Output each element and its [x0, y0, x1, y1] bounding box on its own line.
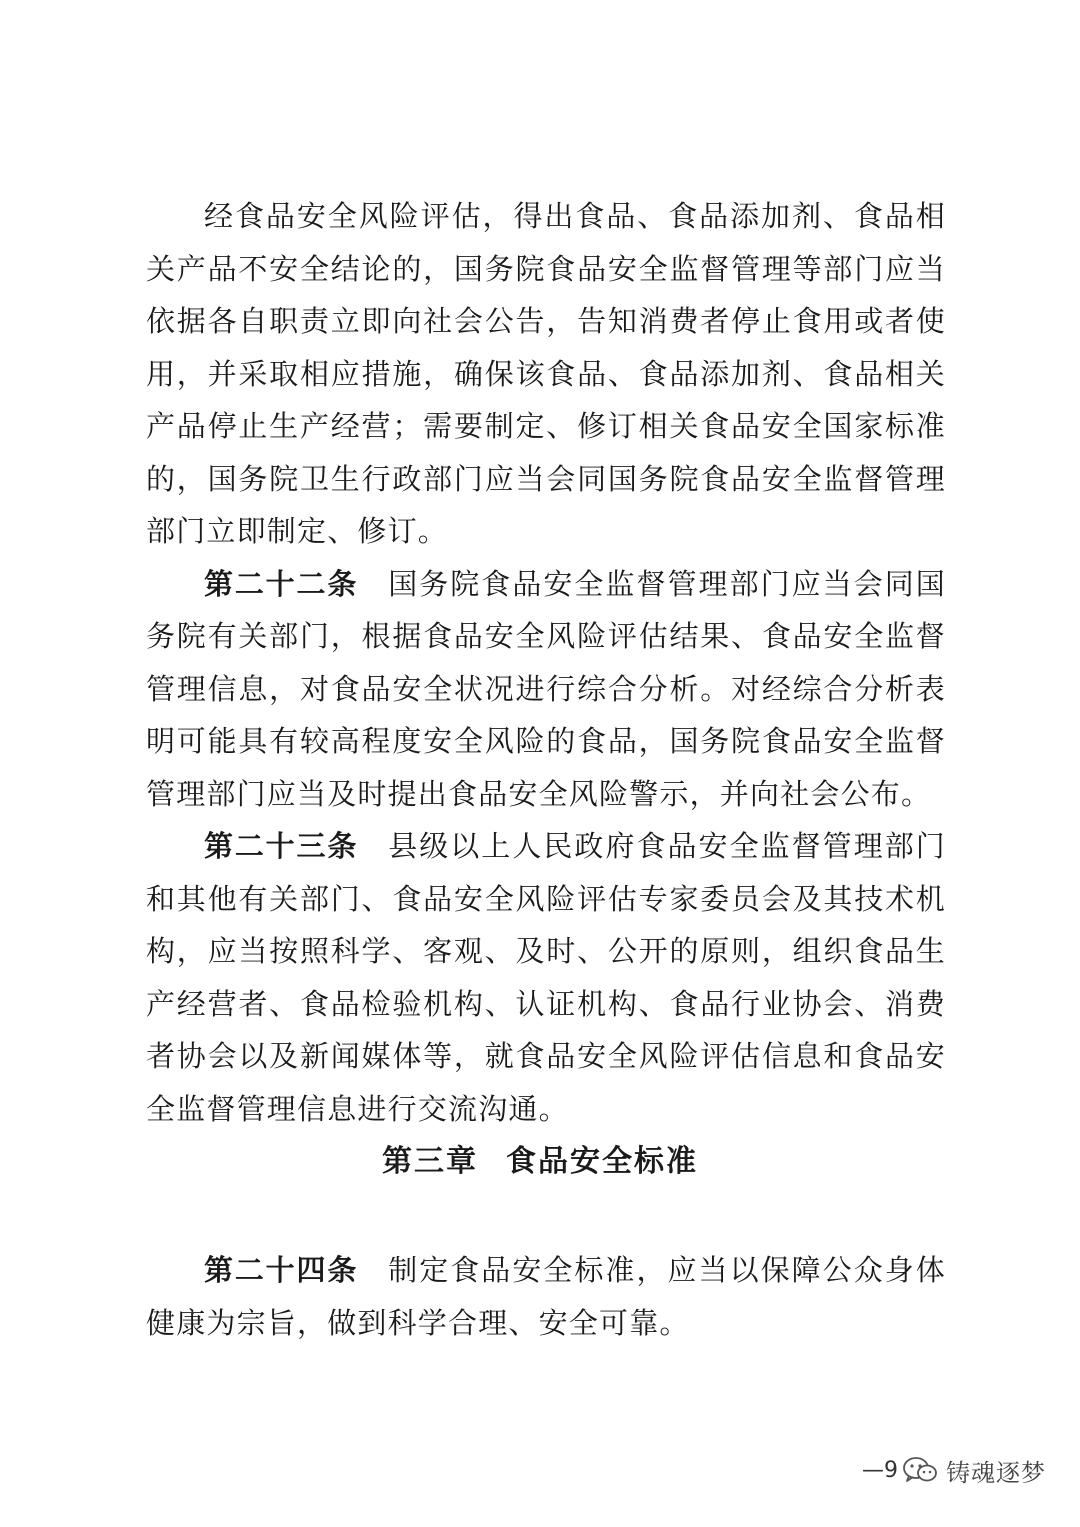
article-number: 第二十二条: [204, 566, 359, 601]
article-text: 县级以上人民政府食品安全监督管理部门和其他有关部门、食品安全风险评估专家委员会及其技术机构，应当按照科学、客观、及时、公开的原则，组织食品生产经营者、食品检验机构、认证机构、食品行业协会、消费者协会以及新闻媒体等，就食品安全风险评估信息和食品安全监督管理信息进行交流沟通。: [146, 829, 946, 1126]
chapter-heading: [0, 1136, 1080, 1180]
chapter-number: 第三章: [382, 1144, 478, 1179]
article-22: [146, 558, 946, 821]
article-23: [146, 820, 946, 1135]
watermark-text: 铸魂逐梦: [946, 1458, 1046, 1487]
body-text-bottom: [146, 1244, 946, 1349]
article-24: [146, 1244, 946, 1349]
paragraph-text: 经食品安全风险评估，得出食品、食品添加剂、食品相关产品不安全结论的，国务院食品安全监督管理等部门应当依据各自职责立即向社会公告，告知消费者停止食用或者使用，并采取相应措施，确保该食品、食品添加剂、食品相关产品停止生产经营；需要制定、修订相关食品安全国家标准的，国务院卫生行政部门应当会同国务院食品安全监督管理部门立即制定、修订。: [146, 199, 946, 548]
paragraph-1: [146, 190, 946, 558]
page-number: —9: [862, 1457, 898, 1483]
article-number: 第二十三条: [204, 829, 359, 863]
body-text-top: [146, 190, 946, 1135]
article-text: 国务院食品安全监督管理部门应当会同国务院有关部门，根据食品安全风险评估结果、食品安全监督管理信息，对食品安全状况进行综合分析。对经综合分析表明可能具有较高程度安全风险的食品，国务院食品安全监督管理部门应当及时提出食品安全风险警示，并向社会公布。: [146, 566, 946, 811]
article-text: 制定食品安全标准，应当以保障公众身体健康为宗旨，做到科学合理、安全可靠。: [146, 1253, 946, 1340]
wechat-icon: [902, 1456, 938, 1484]
page-footer: [862, 1450, 1046, 1490]
chapter-title: 食品安全标准: [506, 1144, 698, 1179]
article-number: 第二十四条: [204, 1253, 359, 1287]
